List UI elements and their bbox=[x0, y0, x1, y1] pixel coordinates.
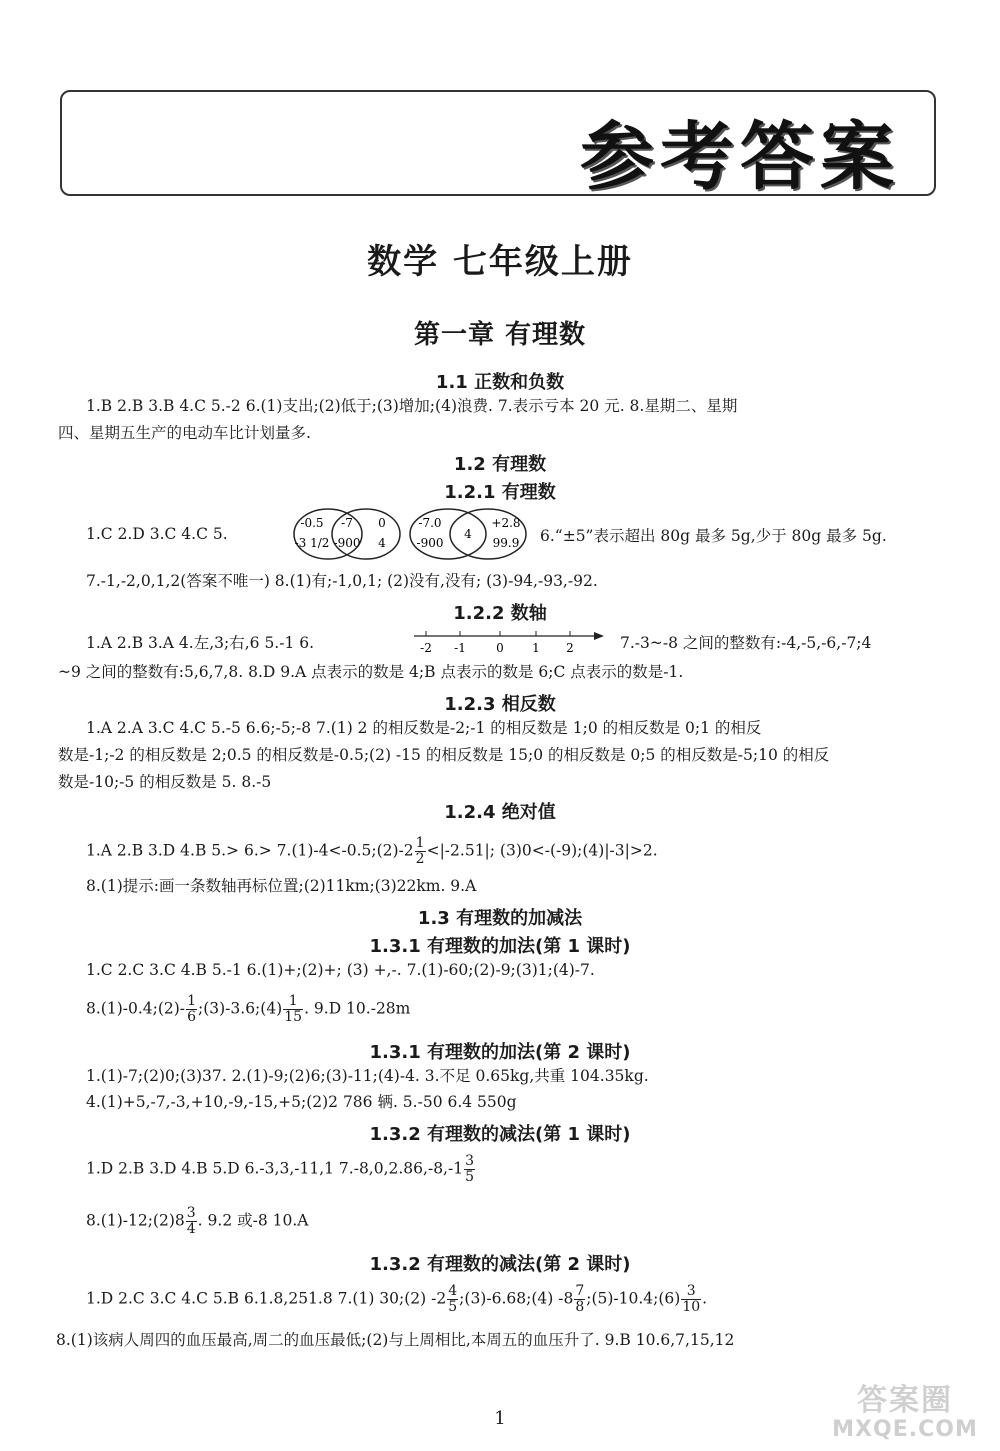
answer-line: 1.C 2.C 3.C 4.B 5.-1 6.(1)+;(2)+; (3) +,-. 7.(1)-60;(2)-9;(3)1;(4)-7. bbox=[86, 961, 595, 979]
watermark-bottom: MXQE.COM bbox=[832, 1417, 978, 1442]
page-title: 参考答案 bbox=[580, 114, 900, 200]
fraction-numerator: 4 bbox=[448, 1283, 458, 1299]
fraction-denominator: 5 bbox=[465, 1169, 475, 1185]
section-heading-1-2: 1.2 有理数 bbox=[453, 454, 547, 475]
venn-label: 4 bbox=[378, 536, 386, 550]
venn-label: +2.8 bbox=[491, 516, 521, 530]
watermark-logo bbox=[820, 1384, 990, 1448]
venn-label: 4 bbox=[464, 527, 472, 541]
venn-label: -3 1/2 bbox=[294, 536, 330, 550]
answer-line: 四、星期五生产的电动车比计划量多. bbox=[58, 424, 311, 442]
answer-line: 数是-1;-2 的相反数是 2;0.5 的相反数是-0.5;(2) -15 的相反数是 15;0 的相反数是 0;5 的相反数是-5;10 的相反 bbox=[58, 746, 830, 764]
section-heading-1-3: 1.3 有理数的加减法 bbox=[417, 908, 583, 929]
answer-line: 1.A 2.B 3.A 4.左,3;右,6 5.-1 6. bbox=[86, 634, 315, 652]
venn-label: -7 bbox=[341, 516, 353, 530]
answer-line: 8.(1)提示:画一条数轴再标位置;(2)11km;(3)22km. 9.A bbox=[86, 877, 477, 895]
answer-line: 1.B 2.B 3.B 4.C 5.-2 6.(1)支出;(2)低于;(3)增加;(4)浪费. 7.表示亏本 20 元. 8.星期二、星期 bbox=[86, 397, 738, 415]
fraction bbox=[681, 1284, 701, 1315]
section-heading-1-1: 1.1 正数和负数 bbox=[435, 372, 565, 393]
answer-line: ~9 之间的整数有:5,6,7,8. 8.D 9.A 点表示的数是 4;B 点表示的数是 6;C 点表示的数是-1. bbox=[58, 663, 684, 681]
section-heading-1-3-1-b: 1.3.1 有理数的加法(第 2 课时) bbox=[369, 1042, 631, 1063]
fraction-numerator: 1 bbox=[415, 835, 425, 851]
answer-text: 1.D 2.C 3.C 4.C 5.B 6.1.8,251.8 7.(1) 30;(2) -2 bbox=[86, 1289, 447, 1308]
answer-line bbox=[86, 994, 410, 1025]
answer-text: ;(3)-3.6;(4) bbox=[197, 999, 283, 1018]
answer-line bbox=[86, 1206, 308, 1237]
section-heading-1-2-2: 1.2.2 数轴 bbox=[453, 603, 547, 624]
answer-line: 8.(1)该病人周四的血压最高,周二的血压最低;(2)与上周相比,本周五的血压升了. 9.B 10.6,7,15,12 bbox=[56, 1331, 735, 1349]
fraction-denominator: 10 bbox=[682, 1299, 701, 1315]
tick-label: -1 bbox=[454, 641, 466, 655]
fraction-numerator: 3 bbox=[681, 1284, 701, 1300]
fraction bbox=[574, 1284, 585, 1315]
venn-diagram-left bbox=[292, 507, 402, 561]
section-heading-1-3-1-a: 1.3.1 有理数的加法(第 1 课时) bbox=[369, 936, 631, 957]
fraction bbox=[464, 1154, 475, 1185]
venn-diagram-right bbox=[408, 507, 528, 561]
number-line bbox=[412, 626, 606, 656]
tick-label: -2 bbox=[420, 641, 432, 655]
answer-text: 1.D 2.B 3.D 4.B 5.D 6.-3,3,-11,1 7.-8,0,2.86,-8,-1 bbox=[86, 1159, 464, 1178]
answer-text: <|-2.51|; (3)0<-(-9);(4)|-3|>2. bbox=[426, 841, 658, 860]
fraction bbox=[447, 1284, 458, 1315]
answer-text: . bbox=[702, 1289, 708, 1308]
tick-label: 1 bbox=[532, 641, 540, 655]
chapter-heading: 第一章 有理数 bbox=[413, 320, 587, 350]
answer-text: ;(3)-6.68;(4) -8 bbox=[459, 1289, 574, 1308]
fraction-denominator: 5 bbox=[448, 1299, 458, 1315]
answer-line: 1.C 2.D 3.C 4.C 5. bbox=[86, 525, 228, 543]
venn-label: -0.5 bbox=[300, 516, 324, 530]
tick-label: 2 bbox=[566, 641, 574, 655]
fraction-denominator: 2 bbox=[415, 851, 425, 867]
section-heading-1-3-2-b: 1.3.2 有理数的减法(第 2 课时) bbox=[369, 1254, 631, 1275]
section-heading-1-2-3: 1.2.3 相反数 bbox=[444, 694, 556, 715]
answer-line: 7.-1,-2,0,1,2(答案不唯一) 8.(1)有;-1,0,1; (2)没有,没有; (3)-94,-93,-92. bbox=[86, 572, 598, 590]
page-number: 1 bbox=[494, 1408, 506, 1429]
answer-text: . 9.2 或-8 10.A bbox=[197, 1211, 309, 1230]
fraction-numerator: 1 bbox=[187, 993, 196, 1009]
answer-line bbox=[86, 1284, 707, 1315]
fraction-denominator: 6 bbox=[187, 1009, 196, 1025]
answer-line: 7.-3~-8 之间的整数有:-4,-5,-6,-7;4 bbox=[620, 634, 872, 652]
section-heading-1-3-2-a: 1.3.2 有理数的减法(第 1 课时) bbox=[369, 1124, 631, 1145]
answer-line bbox=[86, 836, 658, 867]
header-banner bbox=[60, 90, 936, 200]
answer-line: 数是-10;-5 的相反数是 5. 8.-5 bbox=[58, 773, 272, 791]
section-heading-1-2-1: 1.2.1 有理数 bbox=[444, 482, 556, 503]
fraction-numerator: 3 bbox=[465, 1153, 475, 1169]
subject-heading: 数学 七年级上册 bbox=[367, 242, 633, 282]
answer-line bbox=[86, 1154, 476, 1185]
answer-text: 1.A 2.B 3.D 4.B 5.> 6.> 7.(1)-4<-0.5;(2)-2 bbox=[86, 841, 414, 860]
watermark-top: 答案圈 bbox=[857, 1383, 953, 1418]
fraction-denominator: 8 bbox=[575, 1299, 585, 1315]
venn-label: 0 bbox=[378, 516, 386, 530]
answer-text: 8.(1)-0.4;(2)- bbox=[86, 999, 186, 1018]
answer-line: 6.“±5”表示超出 80g 最多 5g,少于 80g 最多 5g. bbox=[540, 527, 887, 545]
fraction-numerator: 1 bbox=[283, 994, 303, 1010]
answer-text: . 9.D 10.-28m bbox=[304, 999, 411, 1018]
fraction bbox=[283, 994, 303, 1025]
venn-label: -7.0 bbox=[418, 516, 442, 530]
section-heading-1-2-4: 1.2.4 绝对值 bbox=[444, 802, 556, 823]
venn-label: -900 bbox=[333, 536, 361, 550]
venn-label: -900 bbox=[416, 536, 444, 550]
venn-label: 99.9 bbox=[492, 536, 520, 550]
fraction-numerator: 7 bbox=[575, 1283, 585, 1299]
answer-line: 1.(1)-7;(2)0;(3)37. 2.(1)-9;(2)6;(3)-11;(4)-4. 3.不足 0.65kg,共重 104.35kg. bbox=[86, 1067, 649, 1085]
fraction bbox=[186, 994, 197, 1025]
fraction-numerator: 3 bbox=[186, 1205, 196, 1221]
answer-line: 1.A 2.A 3.C 4.C 5.-5 6.6;-5;-8 7.(1) 2 的相反数是-2;-1 的相反数是 1;0 的相反数是 0;1 的相反 bbox=[86, 719, 762, 737]
answer-text: 8.(1)-12;(2)8 bbox=[86, 1211, 185, 1230]
fraction bbox=[186, 1206, 197, 1237]
fraction bbox=[415, 836, 426, 867]
fraction-denominator: 15 bbox=[284, 1009, 303, 1025]
fraction-denominator: 4 bbox=[186, 1221, 196, 1237]
answer-line: 4.(1)+5,-7,-3,+10,-9,-15,+5;(2)2 786 辆. 5.-50 6.4 550g bbox=[86, 1093, 517, 1111]
answer-text: ;(5)-10.4;(6) bbox=[586, 1289, 681, 1308]
tick-label: 0 bbox=[496, 641, 504, 655]
